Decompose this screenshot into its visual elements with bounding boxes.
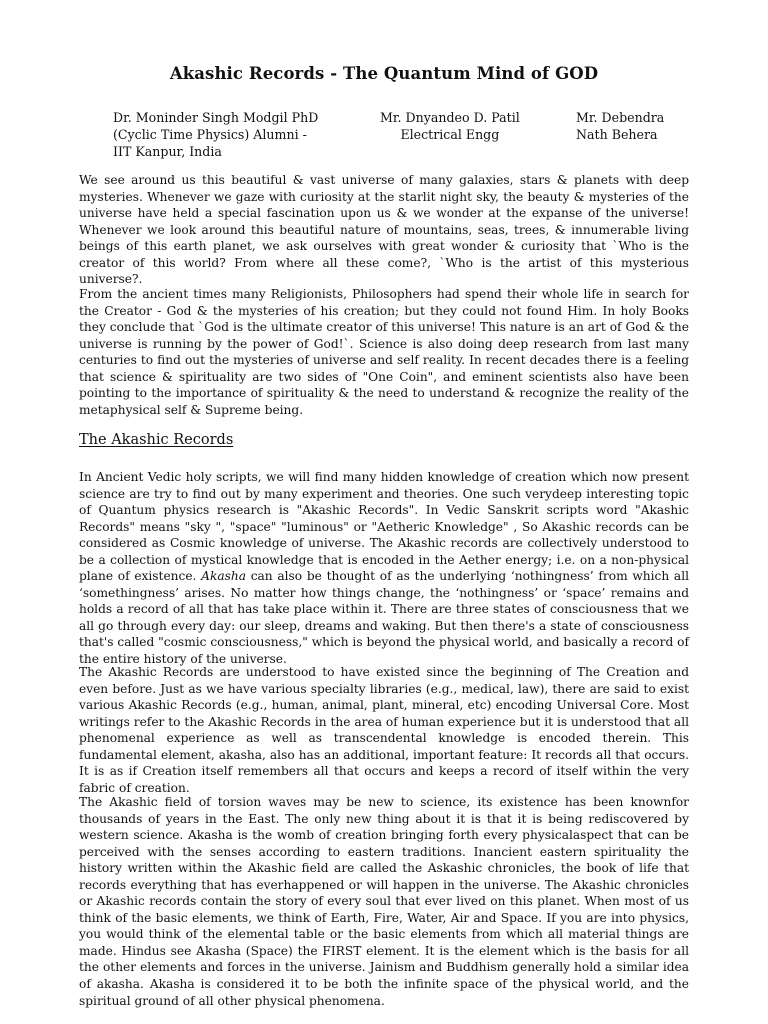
page-title: Akashic Records - The Quantum Mind of GOD (169, 64, 599, 83)
section-heading: The Akashic Records (79, 432, 234, 448)
section-paragraph-3 (79, 794, 689, 1009)
author-1-line: (Cyclic Time Physics) Alumni - (113, 127, 307, 142)
section-paragraph-1 (79, 469, 689, 668)
paragraph-run: In Ancient Vedic holy scripts, we will find many hidden knowledge of creation which now present science are try to find out by many experiment and theories. One such verydeep interesting topic of Quantum physics research is "Akashic Records". In Vedic Sanskrit scripts word "Akashic Records" means "sky ", "space" "luminous" or "Aetheric Knowledge" , So Akashic records can be considered as Cosmic knowledge of universe. The Akashic records are collectively understood to be a collection of mystical knowledge that is encoded in the Aether energy; i.e. on a non-physical plane of existence. (79, 470, 689, 584)
author-1 (113, 109, 318, 160)
paragraph-run: can also be thought of as the underlying ‘nothingness’ from which all ‘somethingness’ arises. No matter how things change, the ‘nothingness’ or ‘space’ remains and holds a record of all that has take place within it. There are three states of consciousness that we all go through every day: our sleep, dreams and waking. But then there's a state of consciousness that's called "cosmic consciousness," which is beyond the physical world, and basically a record of the entire history of the universe. (79, 569, 689, 667)
paragraph-text: From the ancient times many Religionists, Philosophers had spend their whole life in search for the Creator - God & the mysteries of his creation; but they could not found Him. In holy Books they conclude that `God is the ultimate creator of this universe! This nature is an art of God & the universe is running by the power of God!`. Science is also doing deep research from last many centuries to find out the mysteries of universe and self reality. In recent decades there is a feeling that science & spirituality are two sides of "One Coin", and eminent scientists also have been pointing to the importance of spirituality & the need to understand & recognize the reality of the metaphysical self & Supreme being. (79, 287, 689, 417)
paragraph-text: The Akashic field of torsion waves may be new to science, its existence has been knownfor thousands of years in the East. The only new thing about it is that it is being rediscovered by western science. Akasha is the womb of creation bringing forth every physicalaspect that can be perceived with the senses according to eastern traditions. Inancient eastern spirituality the history written within the Akashic field are called the Askashic chronicles, the book of life that records everything that has everhappened or will happen in the universe. The Akashic chronicles or Akashic records contain the story of every soul that ever lived on this planet. When most of us think of the basic elements, we think of Earth, Fire, Water, Air and Space. If you are into physics, you would think of the elemental table or the basic elements from which all material things are made. Hindus see Akasha (Space) the FIRST element. It is the element which is the basis for all the other elements and forces in the universe. Jainism and Buddhism generally hold a similar idea of akasha. Akasha is considered it to be both the infinite space of the physical world, and the spiritual ground of all other physical phenomena. (79, 795, 689, 1008)
paragraph-text: The Akashic Records are understood to have existed since the beginning of The Creation and even before. Just as we have various specialty libraries (e.g., medical, law), there are said to exist various Akashic Records (e.g., human, animal, plant, mineral, etc) encoding Universal Core. Most writings refer to the Akashic Records in the area of human experience but it is understood that all phenomenal experience as well as transcendental knowledge is encoded therein. This fundamental element, akasha, also has an additional, important feature: It records all that occurs. It is as if Creation itself remembers all that occurs and keeps a record of itself within the very fabric of creation. (79, 665, 689, 795)
author-3-line: Mr. Debendra (576, 110, 665, 125)
italic-term: Akasha (201, 569, 246, 584)
paragraph-text (79, 469, 689, 668)
author-1-line: Dr. Moninder Singh Modgil PhD (113, 110, 319, 125)
author-3 (576, 109, 664, 143)
section-paragraph-2 (79, 664, 689, 796)
author-2 (380, 109, 520, 143)
author-1-line: IIT Kanpur, India (113, 144, 222, 159)
intro-paragraph-2 (79, 286, 689, 418)
paragraph-text: We see around us this beautiful & vast universe of many galaxies, stars & planets with deep mysteries. Whenever we gaze with curiosity at the starlit night sky, the beauty & mysteries of the universe have held a special fascination upon us & we wonder at the expanse of the universe! Whenever we look around this beautiful nature of mountains, seas, trees, & innumerable living beings of this earth planet, we ask ourselves with great wonder & curiosity that `Who is the creator of this world? From where all these come?, `Who is the artist of this mysterious universe?. (79, 173, 689, 287)
author-3-line: Nath Behera (576, 127, 658, 142)
author-2-line: Electrical Engg (400, 127, 500, 142)
intro-paragraph-1 (79, 172, 689, 288)
author-2-line: Mr. Dnyandeo D. Patil (380, 110, 520, 125)
